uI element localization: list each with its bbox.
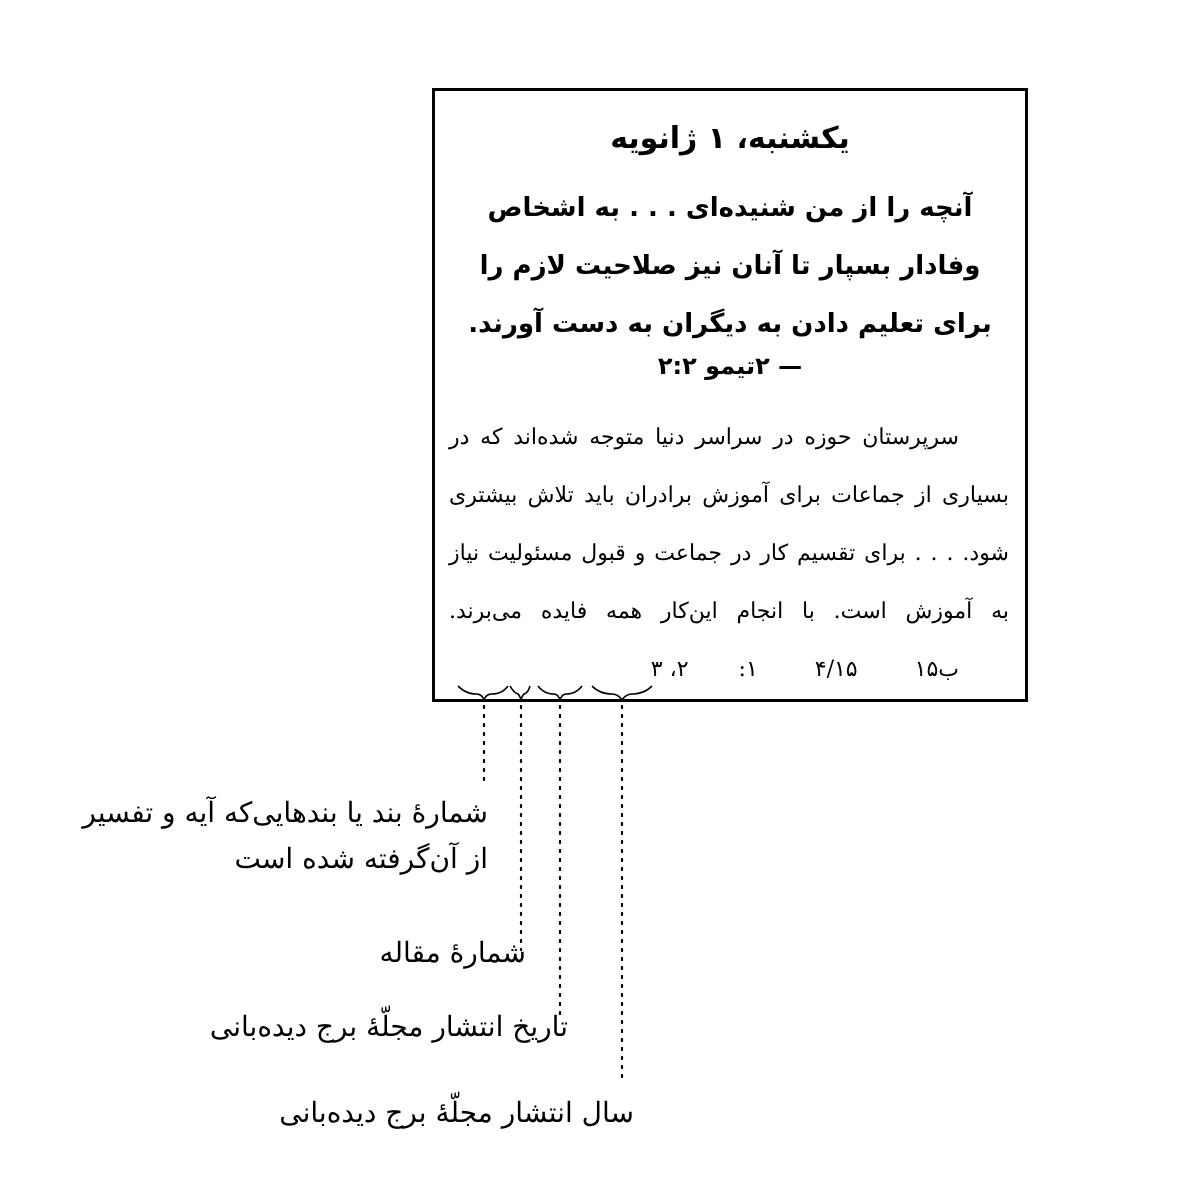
brace-date <box>538 686 582 700</box>
card-date: یکشنبه، ۱ ژانویه <box>610 121 850 156</box>
comment-text: سرپرستان حوزه در سراسر دنیا متوجه شده‌اند که در بسیاری از جماعات برای آموزش برادران باید تلاش بیشتری شود. . . . برای تقسیم کار در جماعت و قبول مسئولیت نیاز به آموزش است. با انجام این‌کار همه فایده می‌برند. <box>449 425 1009 624</box>
citation-article: ۱ <box>745 657 758 682</box>
label-paragraph-text: شمارهٔ بند یا بندهایی‌که آیه و تفسیر از آن‌گرفته شده است <box>82 796 488 875</box>
citation-date: ۴/۱۵ <box>814 657 858 682</box>
label-issue-date: تاریخ انتشار مجلّهٔ برج دیده‌بانی <box>209 1010 568 1043</box>
brace-year <box>592 686 652 700</box>
label-paragraph-number <box>68 790 488 882</box>
label-article-number: شمارهٔ مقاله <box>379 936 526 969</box>
verse-text: آنچه را از من شنیده‌ای . . . به اشخاص وفادار بسپار تا آنان نیز صلاحیت لازم را برای تعلیم دادن به دیگران به دست آورند. <box>468 193 992 339</box>
brace-article <box>510 686 530 700</box>
citation: ب‌۱۵ ۴/۱۵ ۱:۲، ۳ <box>651 657 1009 682</box>
citation-paragraphs: ۲، ۳ <box>650 657 689 682</box>
label-issue-year: سال انتشار مجلّهٔ برج دیده‌بانی <box>279 1096 634 1129</box>
verse-reference: — ۲تیمو ۲:۲ <box>657 352 803 380</box>
citation-year: ب‌۱۵ <box>914 657 959 682</box>
brace-paragraphs <box>458 686 508 700</box>
